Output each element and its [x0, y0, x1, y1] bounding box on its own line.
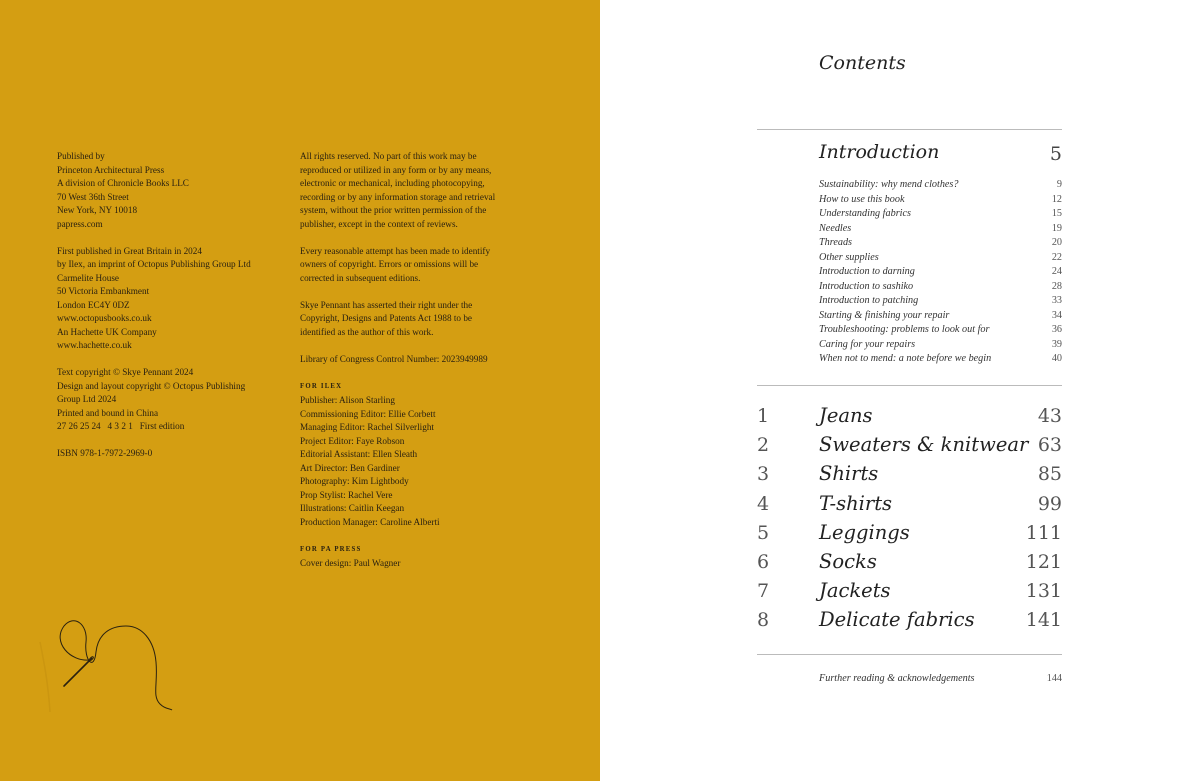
- imprint-line: corrected in subsequent editions.: [300, 272, 421, 283]
- toc-subitem-page: 20: [1051, 237, 1062, 248]
- toc-subitem[interactable]: [819, 222, 1062, 237]
- credit-line: Production Manager: Caroline Alberti: [300, 516, 440, 527]
- chapter-page: 43: [1037, 405, 1062, 427]
- imprint-line: Design and layout copyright © Octopus Publishing: [57, 380, 246, 391]
- chapter-number: 5: [757, 521, 770, 544]
- toc-subitem-title: Other supplies: [819, 251, 879, 263]
- imprint-column-left: [57, 150, 282, 474]
- toc-subitem[interactable]: [819, 178, 1062, 193]
- chapter-number: 6: [757, 550, 770, 573]
- imprint-line: owners of copyright. Errors or omissions will be: [300, 259, 479, 269]
- chapter-page: 99: [1037, 492, 1062, 515]
- toc-subitem-title: Introduction to darning: [819, 266, 915, 277]
- toc-chapter[interactable]: [757, 459, 1062, 488]
- imprint-line: Carmelite House: [57, 272, 119, 283]
- needle-and-thread-icon: [30, 612, 190, 722]
- copyright-block: [57, 366, 282, 434]
- pa-credits-block: [300, 543, 540, 571]
- credit-line: Editorial Assistant: Ellen Sleath: [300, 449, 418, 459]
- chapter-title: T-shirts: [819, 491, 893, 515]
- chapter-title: Delicate fabrics: [819, 608, 975, 632]
- imprint-line: All rights reserved. No part of this work may be: [300, 151, 477, 161]
- imprint-line: www.octopusbooks.co.uk: [57, 313, 152, 323]
- toc-introduction-list: [819, 178, 1062, 367]
- toc-subitem[interactable]: [819, 251, 1062, 266]
- chapter-title: Jackets: [819, 579, 891, 603]
- toc-subitem-page: 34: [1051, 309, 1062, 321]
- credit-line: Prop Stylist: Rachel Vere: [300, 489, 393, 500]
- toc-subitem-title: Troubleshooting: problems to look out for: [819, 324, 990, 335]
- imprint-line: Published by: [57, 151, 105, 161]
- chapter-page: 141: [1025, 609, 1062, 632]
- toc-chapter[interactable]: [757, 489, 1062, 518]
- attempt-block: [300, 245, 540, 286]
- toc-subitem[interactable]: [819, 207, 1062, 222]
- chapter-title: Shirts: [819, 462, 879, 486]
- imprint-line: publisher, except in the context of reviews.: [300, 218, 458, 229]
- imprint-line: by Ilex, an imprint of Octopus Publishing Group Ltd: [57, 259, 251, 269]
- toc-subitem[interactable]: [819, 236, 1062, 251]
- toc-chapter[interactable]: [757, 547, 1062, 576]
- toc-further-reading-page: 144: [1046, 673, 1062, 684]
- toc-subitem-page: 12: [1051, 193, 1062, 205]
- contents-heading: Contents: [819, 52, 906, 74]
- contents-page: [600, 0, 1200, 781]
- chapter-title: Sweaters & knitwear: [819, 433, 1029, 457]
- imprint-line: Text copyright © Skye Pennant 2024: [57, 367, 194, 377]
- toc-subitem-title: Introduction to sashiko: [819, 280, 914, 292]
- toc-subitem[interactable]: [819, 323, 1062, 338]
- toc-subitem-page: 33: [1051, 295, 1062, 306]
- imprint-line: An Hachette UK Company: [57, 326, 157, 337]
- imprint-line: Group Ltd 2024: [57, 394, 117, 404]
- chapter-page: 111: [1025, 521, 1062, 544]
- toc-subitem-page: 22: [1051, 251, 1062, 263]
- imprint-line: recording or by any information storage and retrieval: [300, 191, 496, 202]
- toc-subitem-title: Understanding fabrics: [819, 208, 911, 219]
- toc-subitem-page: 19: [1051, 222, 1062, 234]
- imprint-column-right: [300, 150, 540, 584]
- imprint-line: Printed and bound in China: [57, 407, 159, 418]
- toc-subitem-page: 40: [1051, 353, 1062, 364]
- divider-top: [757, 129, 1062, 130]
- credit-line: Commissioning Editor: Ellie Corbett: [300, 408, 436, 419]
- toc-subitem-page: 24: [1051, 266, 1062, 277]
- toc-chapter[interactable]: [757, 576, 1062, 605]
- toc-chapter[interactable]: [757, 605, 1062, 634]
- ilex-heading: FOR ILEX: [300, 382, 343, 390]
- toc-subitem[interactable]: [819, 338, 1062, 353]
- imprint-line: 27 26 25 24 4 3 2 1 First edition: [57, 421, 185, 431]
- first-published-block: [57, 245, 282, 353]
- chapter-number: 2: [757, 434, 770, 457]
- imprint-line: www.hachette.co.uk: [57, 340, 132, 350]
- chapter-title: Leggings: [819, 520, 910, 544]
- imprint-line: Copyright, Designs and Patents Act 1988 to be: [300, 313, 472, 323]
- chapter-title: Jeans: [819, 404, 873, 427]
- credit-line: Cover design: Paul Wagner: [300, 558, 401, 568]
- toc-subitem-title: How to use this book: [819, 193, 905, 205]
- chapter-number: 4: [757, 492, 770, 515]
- chapter-number: 8: [757, 609, 770, 632]
- toc-subitem[interactable]: [819, 309, 1062, 324]
- toc-subitem-page: 39: [1051, 338, 1062, 350]
- chapter-page: 63: [1037, 434, 1062, 457]
- toc-subitem-title: Caring for your repairs: [819, 338, 916, 350]
- imprint-line: reproduced or utilized in any form or by any means,: [300, 164, 492, 175]
- chapter-page: 85: [1037, 463, 1062, 486]
- toc-subitem-page: 15: [1051, 208, 1062, 219]
- toc-subitem[interactable]: [819, 280, 1062, 295]
- imprint-line: 50 Victoria Embankment: [57, 286, 150, 296]
- toc-subitem[interactable]: [819, 294, 1062, 309]
- toc-subitem[interactable]: [819, 193, 1062, 208]
- chapter-page: 131: [1025, 580, 1062, 603]
- loc-block: [300, 353, 540, 367]
- imprint-line: papress.com: [57, 218, 103, 229]
- toc-subitem-title: Starting & finishing your repair: [819, 309, 950, 321]
- chapter-title: Socks: [819, 549, 877, 573]
- credit-line: Art Director: Ben Gardiner: [300, 462, 400, 473]
- chapter-number: 3: [757, 463, 770, 486]
- toc-further-reading-title[interactable]: Further reading & acknowledgements: [819, 673, 975, 684]
- toc-subitem-page: 9: [1056, 179, 1062, 190]
- imprint-line: system, without the prior written permission of the: [300, 205, 487, 215]
- chapter-page: 121: [1025, 550, 1062, 573]
- credit-line: Project Editor: Faye Robson: [300, 435, 405, 446]
- divider-middle: [757, 385, 1062, 386]
- toc-subitem-page: 36: [1051, 324, 1062, 335]
- chapter-number: 1: [757, 405, 770, 427]
- toc-subitem[interactable]: [819, 352, 1062, 367]
- author-rights-block: [300, 299, 540, 340]
- imprint-line: Princeton Architectural Press: [57, 164, 165, 175]
- imprint-line: Skye Pennant has asserted their right under the: [300, 299, 473, 310]
- imprint-line: Every reasonable attempt has been made to identify: [300, 245, 491, 256]
- toc-introduction-title[interactable]: Introduction: [819, 141, 940, 163]
- imprint-line: London EC4Y 0DZ: [57, 299, 130, 310]
- toc-subitem-title: When not to mend: a note before we begin: [819, 353, 992, 364]
- toc-subitem-title: Introduction to patching: [819, 295, 919, 306]
- imprint-line: identified as the author of this work.: [300, 326, 434, 337]
- imprint-line: New York, NY 10018: [57, 205, 138, 215]
- credit-line: Publisher: Alison Starling: [300, 395, 395, 405]
- rights-block: [300, 150, 540, 231]
- credit-line: Illustrations: Caitlin Keegan: [300, 503, 405, 513]
- toc-subitem-title: Threads: [819, 237, 853, 248]
- imprint-line: A division of Chronicle Books LLC: [57, 178, 189, 188]
- isbn-block: [57, 447, 282, 461]
- toc-chapter[interactable]: [757, 401, 1062, 430]
- toc-introduction-page: 5: [1049, 143, 1062, 165]
- imprint-line: 70 West 36th Street: [57, 191, 129, 202]
- publisher-block: [57, 150, 282, 231]
- ilex-credits-block: [300, 380, 540, 530]
- toc-chapter[interactable]: [757, 430, 1062, 459]
- toc-subitem-title: Sustainability: why mend clothes?: [819, 179, 959, 190]
- toc-chapter-list: [757, 401, 1062, 635]
- pa-heading: FOR PA PRESS: [300, 545, 362, 553]
- toc-chapter[interactable]: [757, 518, 1062, 547]
- imprint-line: electronic or mechanical, including photocopying,: [300, 178, 485, 188]
- imprint-line: First published in Great Britain in 2024: [57, 245, 202, 256]
- divider-bottom: [757, 654, 1062, 655]
- imprint-line: Library of Congress Control Number: 2023949989: [300, 353, 488, 364]
- toc-subitem-page: 28: [1051, 280, 1062, 292]
- chapter-number: 7: [757, 580, 770, 603]
- isbn-line: ISBN 978-1-7972-2969-0: [57, 448, 153, 458]
- toc-subitem-title: Needles: [819, 222, 852, 234]
- credit-line: Photography: Kim Lightbody: [300, 476, 409, 486]
- credit-line: Managing Editor: Rachel Silverlight: [300, 422, 434, 432]
- toc-subitem[interactable]: [819, 265, 1062, 280]
